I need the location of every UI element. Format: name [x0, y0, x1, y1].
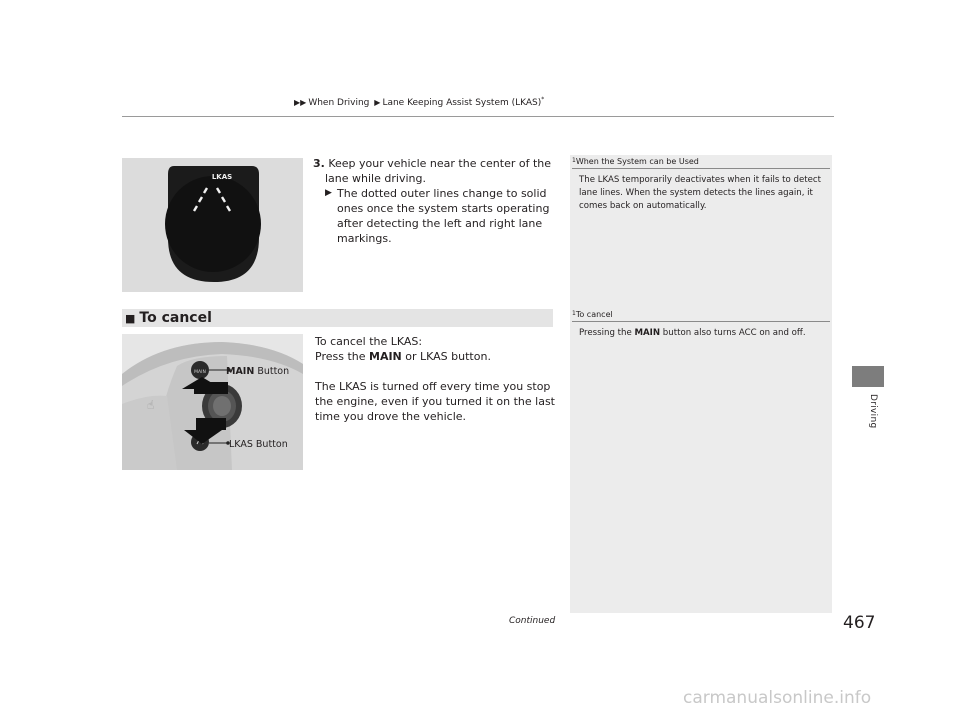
lkas-display-illustration: [122, 158, 303, 292]
breadcrumb-when-driving: When Driving: [308, 98, 370, 108]
breadcrumb: [292, 96, 544, 108]
result-arrow-icon: ▶: [325, 188, 332, 198]
main-key-label: MAIN: [194, 370, 206, 375]
optional-asterisk: *: [541, 96, 545, 103]
watermark: carmanualsonline.info: [683, 688, 872, 708]
arrow-right-icon: ▶: [374, 98, 381, 107]
step-result: [325, 186, 557, 246]
step-text-line2: lane while driving.: [325, 172, 426, 185]
lkas-button-callout: LKAS Button: [229, 439, 288, 450]
step-text-line1: Keep your vehicle near the center of the: [328, 157, 552, 170]
lkas-indicator-label: LKAS: [211, 173, 233, 181]
page-number: 467: [843, 613, 876, 633]
breadcrumb-lkas: Lane Keeping Assist System (LKAS): [382, 98, 542, 108]
section-tab: [852, 366, 884, 387]
step-result-text: The dotted outer lines change to solid ones once the system starts operating after detecting the left and right lane markings.: [337, 187, 550, 245]
reference-icon: 1: [572, 157, 576, 164]
note-title: To cancel: [575, 310, 613, 319]
section-label: Driving: [868, 394, 878, 429]
notes-column: [570, 155, 832, 613]
note-body: Pressing the MAIN button also turns ACC on and off.: [579, 328, 806, 338]
cancel-note: The LKAS is turned off every time you stop the engine, even if you turned it on the last time you drove the vehicle.: [315, 380, 555, 423]
lkas-display-image: [122, 158, 303, 292]
note-title: When the System can be Used: [575, 157, 699, 166]
header-rule: [122, 116, 834, 117]
note-divider: [572, 168, 830, 169]
cancel-press: Press the MAIN or LKAS button.: [315, 350, 491, 363]
note-when-system-used: [572, 157, 830, 213]
section-heading-text: To cancel: [139, 310, 212, 326]
arrow-right-icon: ▶▶: [294, 98, 307, 107]
square-bullet-icon: ■: [125, 312, 136, 325]
note-to-cancel: [572, 310, 830, 340]
reference-icon: 1: [572, 310, 576, 317]
continued-label: Continued: [509, 616, 556, 626]
svg-text:☝: ☝: [147, 398, 155, 412]
cancel-intro: To cancel the LKAS:: [315, 335, 423, 348]
note-divider: [572, 321, 830, 322]
main-button-callout: MAIN Button: [226, 366, 290, 377]
cancel-instructions: [315, 334, 557, 424]
step-number: 3.: [313, 157, 325, 170]
section-heading: [125, 309, 212, 328]
note-body: The LKAS temporarily deactivates when it fails to detect lane lines. When the system detects the lines again, it comes back on automatically.: [579, 175, 821, 211]
